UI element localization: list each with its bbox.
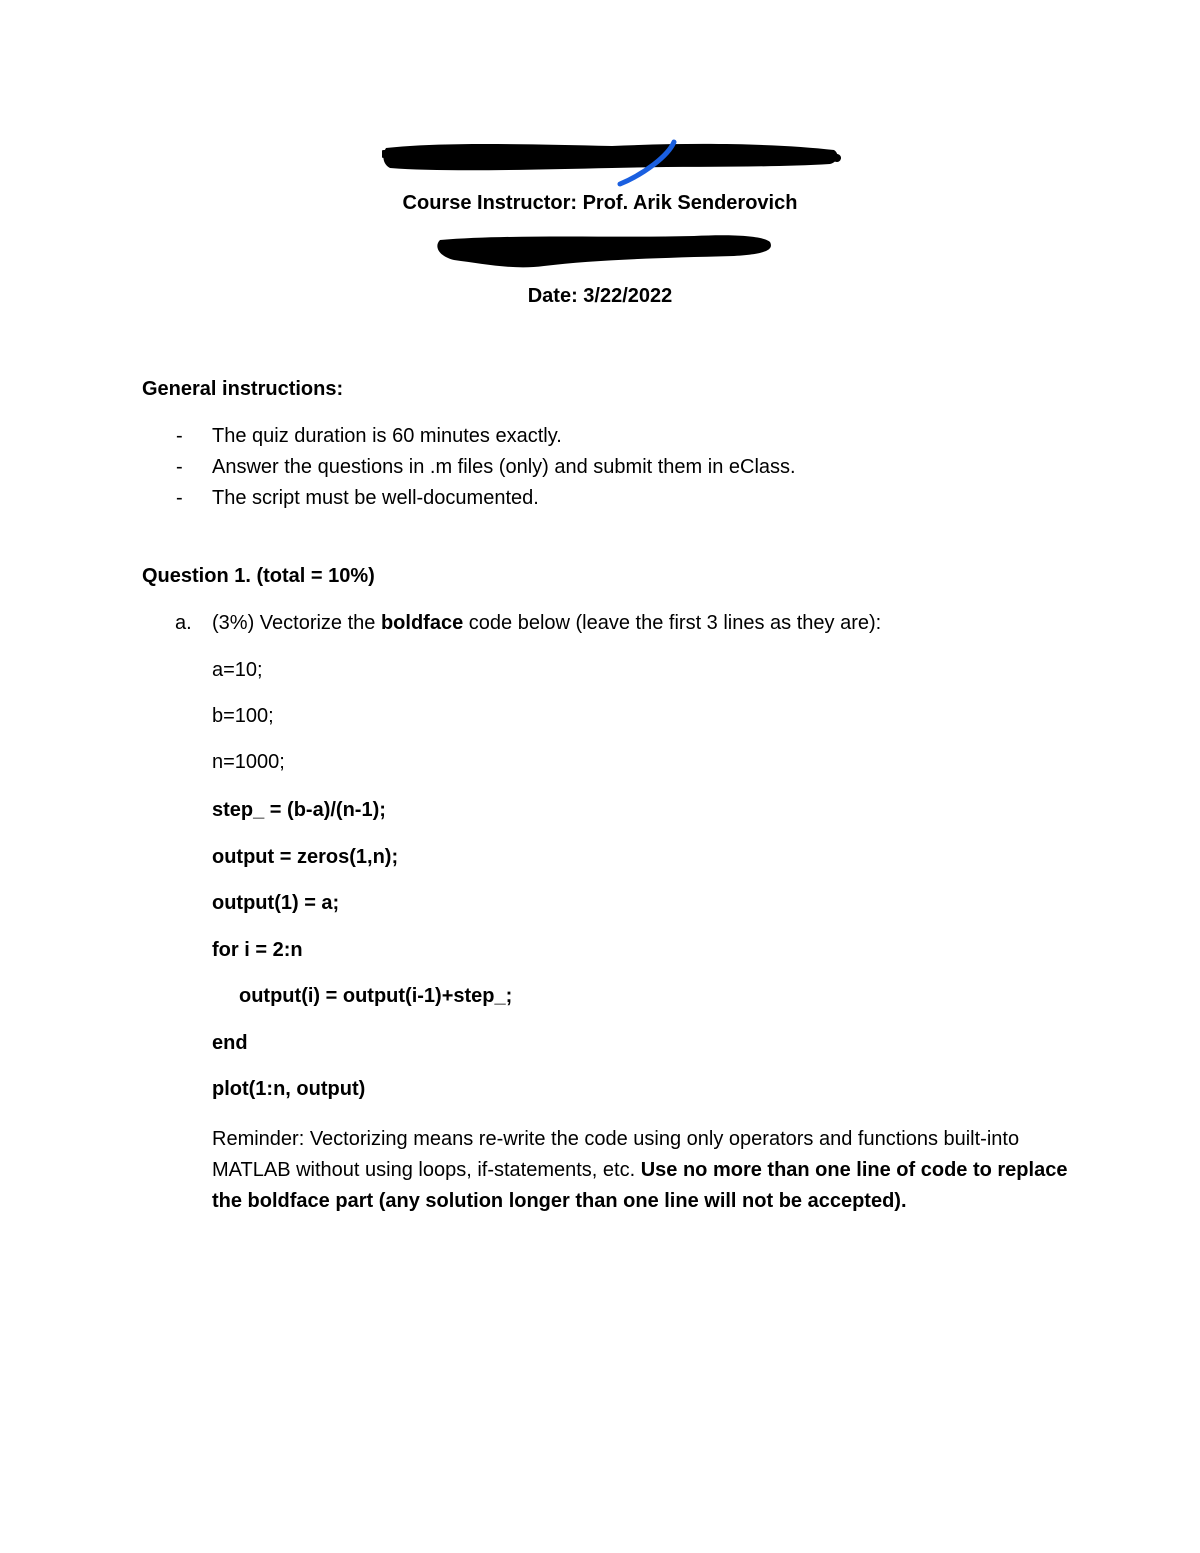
code-line-bold: output(1) = a; [212, 892, 340, 914]
redaction-mark-middle [434, 230, 776, 272]
general-instructions-title: General instructions: [142, 378, 344, 400]
code-line-bold: end [212, 1032, 248, 1054]
code-line-bold: plot(1:n, output) [212, 1078, 366, 1100]
list-marker: - [176, 456, 183, 478]
list-item-text: The quiz duration is 60 minutes exactly. [212, 425, 562, 447]
reminder-text: Reminder: Vectorizing means re-write the code using only operators and functions built-into MATLAB without using loops, if-statements, etc. [212, 1128, 1020, 1181]
reminder-bold-text: Use no more than one line of code to replace the boldface part (any solution longer than one line will not be accepted). [212, 1159, 1068, 1212]
question-1-title: Question 1. (total = 10%) [142, 565, 375, 587]
instructor-line: Course Instructor: Prof. Arik Senderovich [402, 192, 798, 214]
question-1a-bold-word: boldface [380, 612, 464, 634]
code-line: n=1000; [212, 751, 285, 773]
list-marker: - [176, 487, 183, 509]
list-item-text: Answer the questions in .m files (only) and submit them in eClass. [212, 456, 796, 478]
code-line-bold: for i = 2:n [212, 939, 303, 961]
reminder-paragraph [212, 1124, 1072, 1217]
code-line: a=10; [212, 659, 263, 681]
question-1a-text [212, 611, 881, 635]
code-line-bold: step_ = (b-a)/(n-1); [212, 799, 386, 821]
list-item-text: The script must be well-documented. [212, 487, 539, 509]
question-1a-prefix: (3%) Vectorize the [212, 612, 381, 634]
redaction-mark-top [382, 136, 842, 192]
list-marker: - [176, 425, 183, 447]
question-1a-suffix: code below (leave the first 3 lines as they are): [463, 612, 882, 634]
question-1a-marker: a. [175, 612, 192, 634]
code-line: b=100; [212, 705, 274, 727]
code-line-bold: output(i) = output(i-1)+step_; [239, 985, 513, 1007]
date-line: Date: 3/22/2022 [527, 285, 673, 307]
code-line-bold: output = zeros(1,n); [212, 846, 399, 868]
